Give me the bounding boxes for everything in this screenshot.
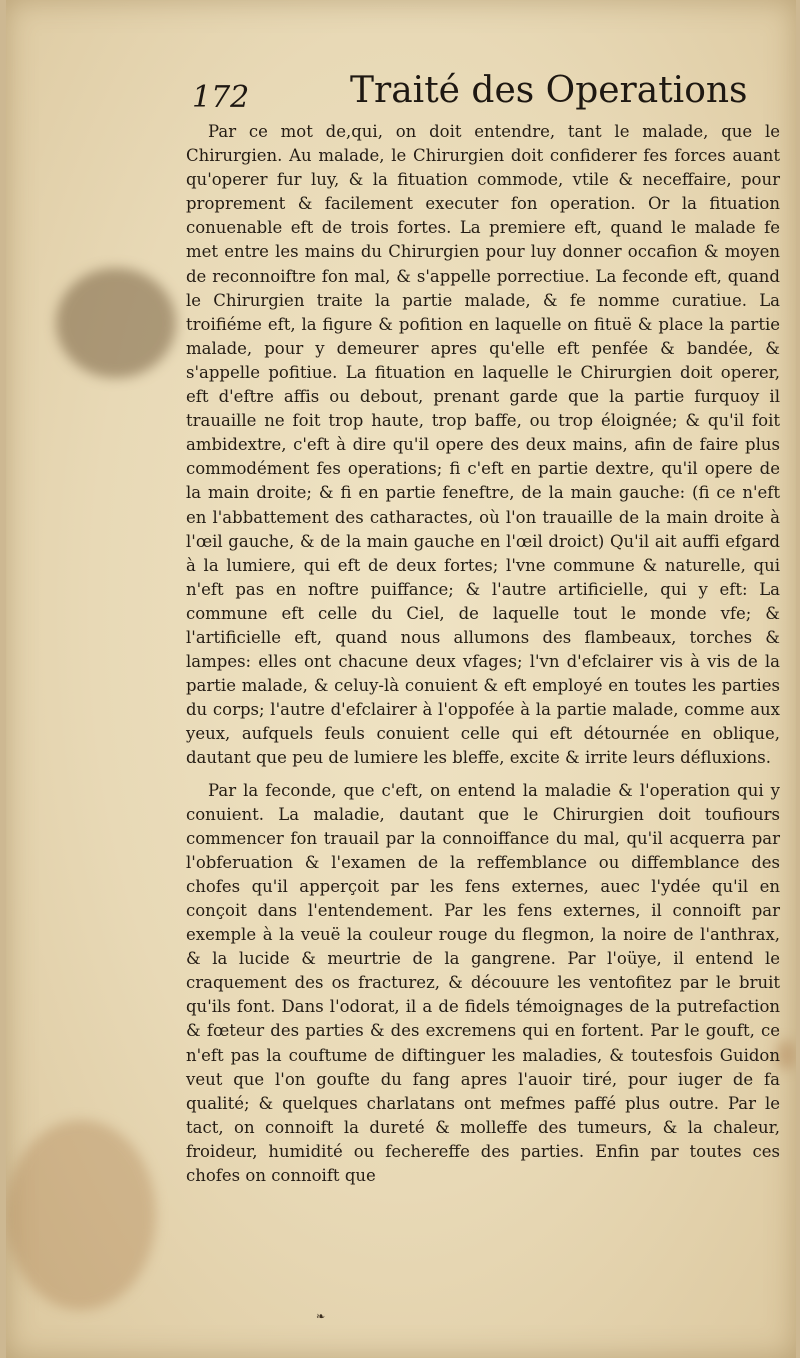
- paragraph-1: Par ce mot de,qui, on doit entendre, tant le malade, que le Chirurgien. Au malade, le Chirurgien doit confiderer fes forces auant qu'operer fur luy, & la fituation commode, vtile & neceffaire, pour proprement & facilement executer fon operation. Or la fituation conuenable eft de trois fortes. La premiere eft, quand le malade fe met entre les mains du Chirurgien pour luy donner occafion & moyen de reconnoiftre fon mal, & s'appelle porrectiue. La feconde eft, quand le Chirurgien traite la partie malade, & fe nomme curatiue. La troifiéme eft, la figure & pofition en laquelle on fituë & place la partie malade, pour y demeurer apres qu'elle eft penfée & bandée, & s'appelle pofitiue. La fituation en laquelle le Chirurgien doit operer, eft d'eftre affis ou debout, prenant garde que la partie furquoy il trauaille ne foit trop haute, trop baffe, ou trop éloignée; & qu'il foit ambidextre, c'eft à dire qu'il opere des deux mains, afin de faire plus commodément fes operations; fi c'eft en partie dextre, qu'il opere de la main droite; & fi en partie feneftre, de la main gauche: (fi ce n'eft en l'abbattement des catharactes, où l'on trauaille de la main droite à l'œil gauche, & de la main gauche en l'œil droict) Qu'il ait auffi efgard à la lumiere, qui eft de deux fortes; l'vne commune & naturelle, qui n'eft pas en noftre puiffance; & l'autre artificielle, qui y eft: La commune eft celle du Ciel, de laquelle tout le monde vfe; & l'artificielle eft, quand nous allumons des flambeaux, torches & lampes: elles ont chacune deux vfages; l'vn d'efclairer vis à vis de la partie malade, & celuy-là conuient & eft employé en toutes les parties du corps; l'autre d'efclairer à l'oppofée à la partie malade, comme aux yeux, aufquels feuls conuient celle qui eft détournée en oblique, dautant que peu de lumiere les bleffe, excite & irrite leurs défluxions.: [186, 122, 780, 768]
- paragraph-2: Par la feconde, que c'eft, on entend la maladie & l'operation qui y conuient. La maladie, dautant que le Chirurgien doit toufiours commencer fon trauail par la connoiffance du mal, qu'il acquerra par l'obferuation & l'examen de la reffemblance ou diffemblance des chofes qu'il apperçoit par les fens externes, auec l'ydée qu'il en conçoit dans l'entendement. Par les fens externes, il connoift par exemple à la veuë la couleur rouge du flegmon, la noire de l'anthrax, & la lucide & meurtrie de la gangrene. Par l'oüye, il entend le craquement des os fracturez, & découure les ventofitez par le bruit qu'ils font. Dans l'odorat, il a de fidels témoignages de la putrefaction & fœteur des parties & des excremens qui en fortent. Par le gouft, ce n'eft pas la couftume de diftinguer les maladies, & toutesfois Guidon veut que l'on goufte du fang apres l'auoir tiré, pour iuger de fa qualité; & quelques charlatans ont mefmes paffé plus outre. Par le tact, on connoift la dureté & molleffe des tumeurs, & la chaleur, froideur, humidité ou fechereffe des parties. Enfin par toutes ces chofes on connoift que: [186, 780, 780, 1186]
- ink-stain-margin: [56, 268, 176, 378]
- page-header: [192, 70, 748, 120]
- body-text: [186, 120, 780, 1188]
- page-number: 172: [192, 80, 250, 115]
- running-title: Traité des Operations: [350, 70, 748, 111]
- signature-mark: ❧: [316, 1310, 326, 1323]
- water-stain-bottom-left: [6, 1120, 156, 1310]
